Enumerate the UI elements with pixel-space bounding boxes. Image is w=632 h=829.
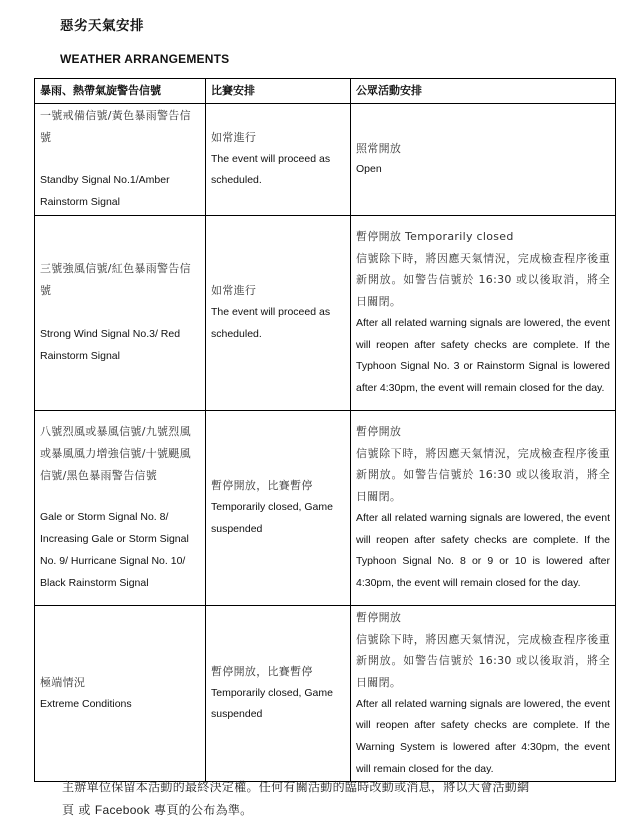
public-cell: [351, 605, 616, 782]
public-zh: 信號除下時，將因應天氣情況，完成檢查程序後重新開放。如警告信號於 16:30 或以後取消，將全日關閉。: [356, 446, 610, 504]
header-match: 比賽安排: [206, 79, 351, 104]
signal-cell: [35, 215, 206, 410]
public-cell: [351, 215, 616, 410]
signal-zh: 八號烈風或暴風信號/九號烈風或暴風風力增強信號/十號颶風信號/黑色暴雨警告信號: [40, 425, 191, 482]
table-row: [35, 215, 616, 410]
footer-note: [62, 776, 572, 822]
signal-cell: [35, 605, 206, 782]
public-en: After all related warning signals are lowered, the event will reopen after safety checks are complete. If the Warning System is lowered after 4:30pm, the event will remain closed for the day.: [356, 697, 610, 775]
match-en: The event will proceed as scheduled.: [211, 305, 331, 340]
match-en: The event will proceed as scheduled.: [211, 152, 331, 187]
signal-zh: 極端情況: [40, 675, 86, 689]
footer-line-1: 主辦單位保留本活動的最終決定權。任何有關活動的臨時改動或消息，將以大會活動網: [62, 780, 530, 794]
public-cell: [351, 104, 616, 216]
public-zh: 照常開放: [356, 141, 402, 155]
page-title-en: WEATHER ARRANGEMENTS: [60, 52, 230, 66]
facebook-text: Facebook: [94, 803, 150, 817]
match-zh: 如常進行: [211, 130, 257, 144]
match-en: Temporarily closed, Game suspended: [211, 686, 333, 721]
signal-en: Strong Wind Signal No.3/ Red Rainstorm Signal: [40, 327, 181, 362]
signal-en: Extreme Conditions: [40, 697, 132, 710]
footer-line-2-post: 專頁的公布為準。: [149, 803, 253, 817]
header-public: 公眾活動安排: [351, 79, 616, 104]
match-zh: 暫停開放，比賽暫停: [211, 479, 313, 493]
public-zh: 信號除下時，將因應天氣情況，完成檢查程序後重新開放。如警告信號於 16:30 或以後取消，將全日關閉。: [356, 251, 610, 309]
weather-arrangements-table: [34, 78, 616, 782]
public-cell: [351, 410, 616, 605]
public-status: 暫停開放: [356, 610, 402, 624]
public-en: After all related warning signals are lowered, the event will reopen after safety checks are complete. If the Typhoon Signal No. 8 or 9 or 10 is lowered after 4:30pm, the event will remain closed for the day.: [356, 511, 610, 589]
match-zh: 暫停開放，比賽暫停: [211, 665, 313, 679]
match-cell: [206, 104, 351, 216]
table-row: [35, 605, 616, 782]
table-row: [35, 410, 616, 605]
public-en: After all related warning signals are lowered, the event will reopen after safety checks are complete. If the Typhoon Signal No. 3 or Rainstorm Signal is lowered after 4:30pm, the event will remain closed for the day.: [356, 316, 610, 394]
match-en: Temporarily closed, Game suspended: [211, 500, 333, 535]
signal-zh: 一號戒備信號/黃色暴雨警告信號: [40, 109, 191, 144]
table-row: [35, 104, 616, 216]
page-title-zh: 惡劣天氣安排: [60, 18, 144, 34]
match-cell: [206, 410, 351, 605]
public-status: 暫停開放: [356, 425, 402, 438]
public-zh: 信號除下時，將因應天氣情況，完成檢查程序後重新開放。如警告信號於 16:30 或以後取消，將全日關閉。: [356, 632, 610, 689]
public-en: Open: [356, 163, 382, 176]
header-signal: 暴雨、熱帶氣旋警告信號: [35, 79, 206, 104]
signal-en: Gale or Storm Signal No. 8/ Increasing Gale or Storm Signal No. 9/ Hurricane Signal No. 10/ Black Rainstorm Signal: [40, 511, 189, 589]
signal-cell: [35, 410, 206, 605]
signal-en: Standby Signal No.1/Amber Rainstorm Signal: [40, 174, 170, 209]
match-cell: [206, 215, 351, 410]
match-zh: 如常進行: [211, 284, 257, 298]
signal-zh: 三號強風信號/紅色暴雨警告信號: [40, 262, 191, 298]
footer-line-2-pre: 頁 或: [62, 803, 95, 817]
signal-cell: [35, 104, 206, 216]
table-header-row: [35, 79, 616, 104]
match-cell: [206, 605, 351, 782]
footer-line-2: [62, 799, 572, 822]
public-status: 暫停開放 Temporarily closed: [356, 230, 514, 243]
